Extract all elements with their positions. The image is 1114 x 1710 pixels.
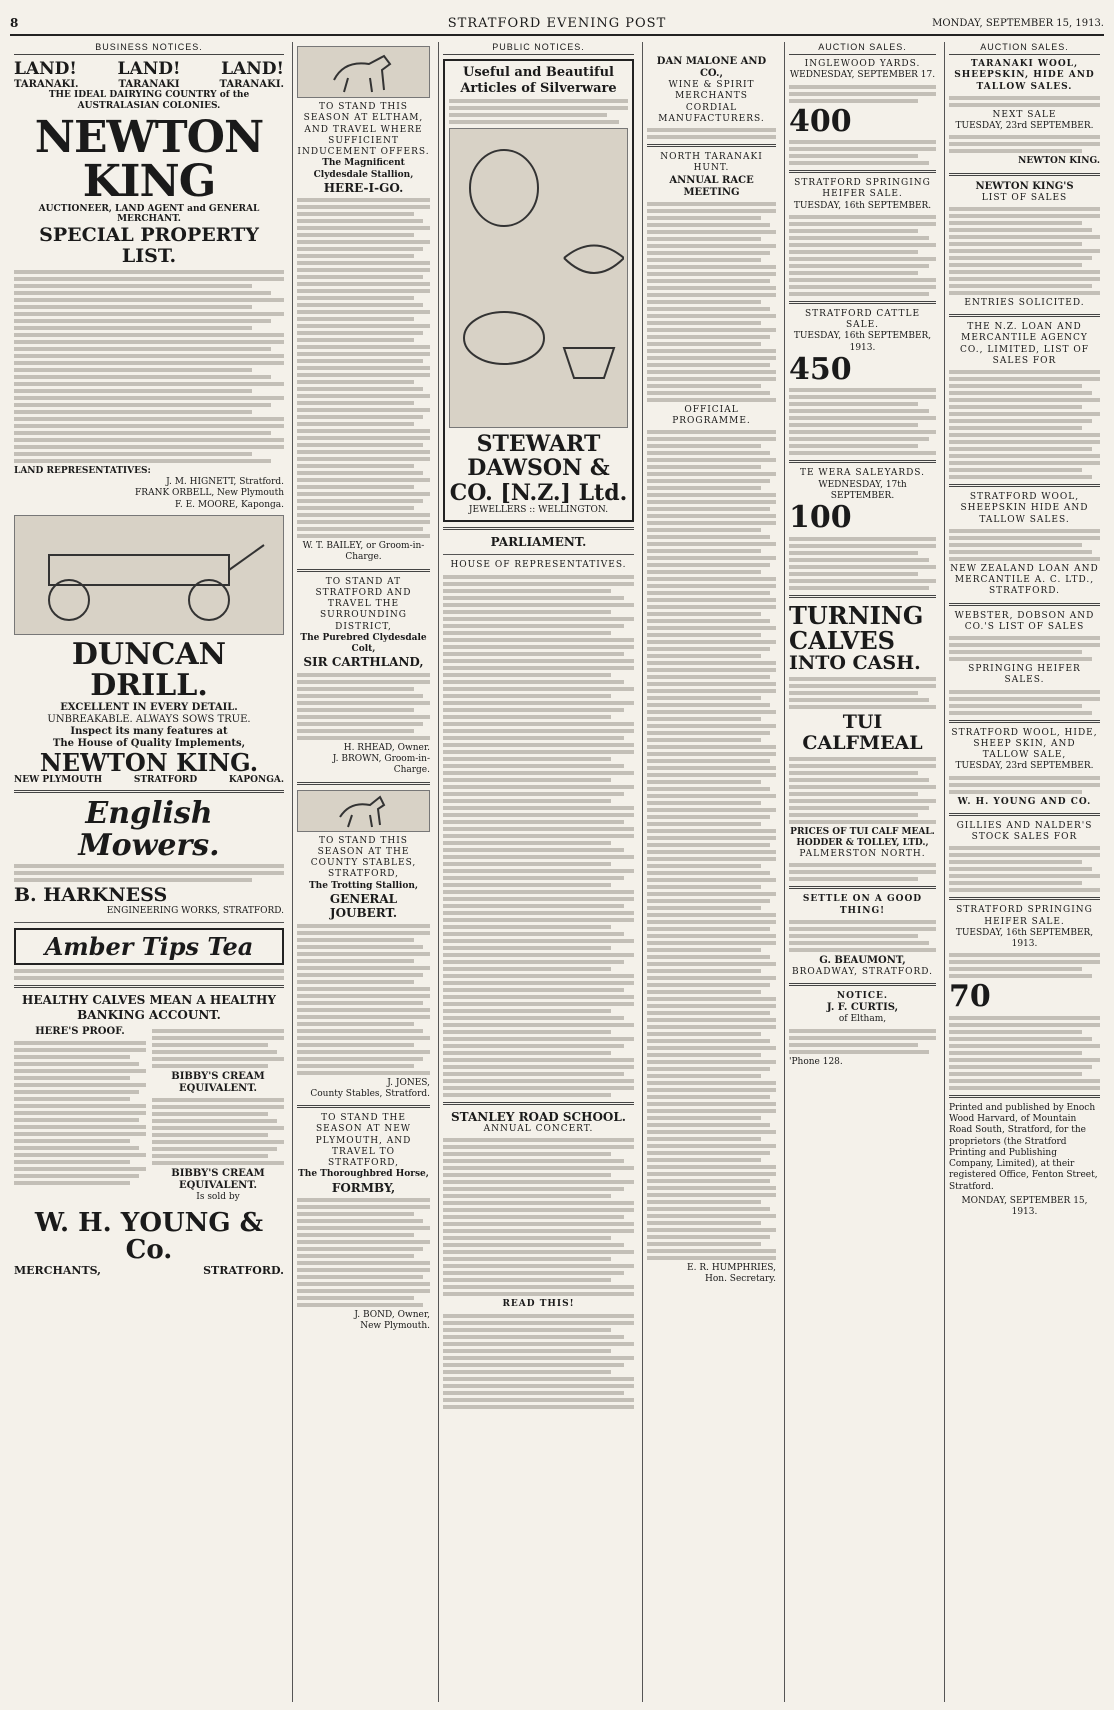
sire-name: HERE-I-GO.: [323, 180, 404, 195]
sale-date: TUESDAY, 16th SEPTEMBER, 1913.: [793, 331, 932, 353]
sale-heading: SPRINGING HEIFER SALES.: [968, 664, 1081, 686]
harkness-name: B. HARKNESS: [14, 884, 168, 907]
masthead: [10, 14, 1104, 36]
sire-body: [297, 924, 430, 1075]
cordial: CORDIAL MANUFACTURERS.: [658, 102, 765, 124]
sale-heading: STRATFORD CATTLE SALE.: [804, 308, 921, 330]
young-headline: W. H. YOUNG & Co.: [34, 1207, 264, 1265]
malone-name: DAN MALONE AND CO.,: [656, 56, 767, 79]
sale-date: TUESDAY, 23rd SEPTEMBER.: [955, 121, 1094, 131]
sale-date: TUESDAY, 16th SEPTEMBER.: [793, 200, 932, 211]
sire-sign: J. JONES,: [387, 1077, 430, 1088]
race-heading: ANNUAL RACE MEETING: [669, 174, 754, 198]
parliament-body: [443, 575, 634, 1097]
curtis: J. F. CURTIS,: [826, 1002, 899, 1014]
silverware-headline: Useful and Beautiful Articles of Silverware: [460, 65, 617, 96]
taranaki-word: TARANAKI: [118, 79, 180, 90]
nk-heading: NEWTON KING'S: [975, 180, 1074, 192]
sire-name: SIR CARTHLAND,: [303, 655, 424, 670]
drill-machine-icon: [29, 525, 269, 625]
masthead-date: MONDAY, SEPTEMBER 15, 1913.: [932, 18, 1104, 29]
drill-tagline: EXCELLENT IN EVERY DETAIL.: [60, 701, 238, 713]
drill-illustration: [14, 515, 284, 635]
nk-sign: NEWTON KING.: [1018, 156, 1100, 167]
horse-icon: [334, 793, 394, 829]
stanley-heading: STANLEY ROAD SCHOOL.: [451, 1109, 626, 1124]
page-number: 8: [10, 16, 19, 30]
sire-sign: J. BOND, Owner,: [354, 1309, 430, 1320]
imprint-date: MONDAY, SEPTEMBER 15, 1913.: [961, 1195, 1088, 1217]
sale-body: [949, 776, 1100, 794]
dawson-name: STEWART DAWSON & CO. [N.Z.] Ltd.: [449, 431, 628, 506]
taranaki-word: TARANAKI.: [14, 79, 79, 90]
hunt-sign: Hon. Secretary.: [705, 1274, 776, 1285]
lot-count: 450: [789, 351, 852, 387]
sale-body: [949, 370, 1100, 479]
turning-word: TURNING: [789, 600, 924, 630]
column-auction-sales: [784, 42, 940, 1702]
sale-body: [949, 953, 1100, 978]
house-heading: HOUSE OF REPRESENTATIVES.: [450, 560, 627, 571]
next-sale: NEXT SALE: [992, 109, 1057, 120]
land-word: LAND!: [117, 59, 181, 79]
taranaki-row: [14, 79, 284, 90]
bibby-column: [152, 1026, 284, 1203]
land-rep: J. M. HIGNETT, Stratford.: [166, 477, 284, 488]
duncan-drill-headline: DUNCAN DRILL.: [71, 636, 227, 704]
proof-column: [14, 1026, 146, 1203]
newspaper-title: STRATFORD EVENING POST: [447, 16, 667, 31]
calves-split: [14, 1026, 284, 1203]
sale-heading: GILLIES AND NALDER'S STOCK SALES FOR: [956, 820, 1093, 842]
drill-tagline: Inspect its many features at: [70, 725, 228, 737]
tui-calfmeal: TUI CALFMEAL: [802, 710, 923, 754]
young-sub: [14, 1264, 284, 1277]
sale-heading: STRATFORD WOOL, HIDE, SHEEP SKIN, AND TALLOW SALE,: [951, 727, 1098, 760]
sire-name: FORMBY,: [331, 1180, 396, 1195]
drill-tagline: The House of Quality Implements,: [52, 737, 246, 749]
lot-count: 100: [789, 500, 852, 535]
column-stallions: [292, 42, 434, 1702]
into-cash: INTO CASH.: [789, 651, 921, 674]
sire-sub: The Trotting Stallion,: [308, 880, 418, 891]
sale-body: [789, 85, 936, 103]
sale-body: [949, 135, 1100, 153]
young-sub-item: STRATFORD.: [203, 1264, 284, 1278]
harkness-sub: ENGINEERING WORKS, STRATFORD.: [106, 906, 284, 917]
sale-body: [949, 529, 1100, 561]
auctioneer-line: AUCTIONEER, LAND AGENT and GENERAL MERCHANT.: [38, 203, 260, 225]
land-word: LAND!: [14, 59, 77, 79]
silverware-body: [449, 99, 628, 124]
sale-body: [949, 636, 1100, 661]
broadway: BROADWAY, STRATFORD.: [791, 966, 934, 977]
town: STRATFORD: [133, 775, 198, 786]
column-header: AUCTION SALES.: [949, 42, 1100, 55]
newton-king-drill: NEWTON KING.: [39, 747, 259, 777]
sale-heading: INGLEWOOD YARDS.: [804, 59, 921, 69]
newton-king-headline: NEWTON KING: [34, 111, 264, 207]
town: NEW PLYMOUTH: [14, 775, 103, 786]
silverware-icon: [454, 138, 624, 418]
column-header: AUCTION SALES.: [789, 42, 936, 55]
sale-date: WEDNESDAY, 17th SEPTEMBER.: [818, 479, 907, 501]
beaumont: G. BEAUMONT,: [819, 954, 906, 966]
sale-date: WEDNESDAY, SEPTEMBER 17.: [789, 70, 936, 81]
notice-body: [789, 1029, 936, 1054]
sale-date: TUESDAY, 23rd SEPTEMBER.: [955, 761, 1094, 772]
hunt-sign: E. R. HUMPHRIES,: [687, 1263, 776, 1273]
lot-count: 70: [949, 979, 991, 1015]
sale-body: [949, 690, 1100, 715]
read-this: READ THIS!: [502, 1299, 575, 1310]
heres-proof: HERE'S PROOF.: [35, 1026, 125, 1038]
sale-body: [789, 140, 936, 165]
sire-body: [297, 673, 430, 740]
sire-sign: New Plymouth.: [360, 1321, 430, 1332]
notice-heading: NOTICE.: [836, 991, 889, 1002]
sire-name: GENERAL JOUBERT.: [329, 891, 398, 921]
sale-body: [949, 96, 1100, 107]
sire-intro: TO STAND THIS SEASON AT ELTHAM, AND TRAVEL WHERE SUFFICIENT INDUCEMENT OFFERS.: [297, 102, 430, 157]
sale-body: [949, 1016, 1100, 1090]
parliament-heading: PARLIAMENT.: [490, 535, 587, 549]
land-rep: F. E. MOORE, Kaponga.: [175, 499, 284, 510]
read-body: [443, 1314, 634, 1409]
taranaki-word: TARANAKI.: [219, 79, 284, 90]
phone: 'Phone 128.: [789, 1056, 843, 1067]
mowers-body: [14, 864, 284, 882]
sire-intro: TO STAND THIS SEASON AT THE COUNTY STABLES, STRATFORD,: [310, 835, 417, 880]
bibby-body: [152, 1098, 284, 1165]
calfmeal-body: [789, 863, 936, 881]
land-row: [14, 59, 284, 79]
column-auction-sales-2: [944, 42, 1104, 1702]
silverware-illustrations: [449, 128, 628, 428]
bibby-body: [152, 1029, 284, 1068]
calfmeal-body: [789, 757, 936, 824]
sale-heading: WEBSTER, DOBSON AND CO.'S LIST OF SALES: [954, 610, 1095, 632]
special-property-list: SPECIAL PROPERTY LIST.: [39, 224, 259, 268]
list-of-sales: LIST OF SALES: [981, 192, 1068, 203]
young-sign: W. H. YOUNG AND CO.: [957, 796, 1092, 807]
sale-date: TUESDAY, 16th SEPTEMBER, 1913.: [955, 927, 1094, 949]
entries-solicited: ENTRIES SOLICITED.: [964, 297, 1085, 308]
tea-body: [14, 969, 284, 980]
horse-icon: [324, 50, 404, 94]
sire-sign: H. RHEAD, Owner.: [343, 742, 430, 753]
sire-sub: The Thoroughbred Horse,: [298, 1169, 429, 1180]
towns-row: [14, 775, 284, 785]
sire-intro: TO STAND AT STRATFORD AND TRAVEL THE SURROUNDING DISTRICT,: [315, 576, 412, 632]
sale-body: [949, 846, 1100, 892]
healthy-calves-headline: HEALTHY CALVES MEAN A HEALTHY BANKING ACCOUNT.: [22, 993, 276, 1022]
sale-body: [789, 388, 936, 455]
proof-body: [14, 1041, 146, 1185]
sale-heading: TARANAKI WOOL, SHEEPSKIN, HIDE AND TALLOW SALES.: [954, 59, 1095, 92]
sire-sub: The Magnificent Clydesdale Stallion,: [313, 158, 414, 180]
tui-prices: PRICES OF TUI CALF MEAL.: [790, 826, 935, 837]
column-header: BUSINESS NOTICES.: [14, 42, 284, 55]
sire-sign: W. T. BAILEY, or Groom-in-Charge.: [302, 541, 425, 563]
eltham: of Eltham,: [838, 1014, 887, 1025]
sire-body: [297, 198, 430, 538]
sire-intro: TO STAND THE SEASON AT NEW PLYMOUTH, AND TRAVEL TO STRATFORD,: [315, 1113, 412, 1169]
town: KAPONGA.: [228, 775, 284, 786]
trotter-illustration: [297, 790, 430, 832]
sale-heading: NEW ZEALAND LOAN AND MERCANTILE A. C. LTD., STRATFORD.: [950, 563, 1099, 597]
property-listings: [14, 270, 284, 463]
english-mowers-headline: English Mowers.: [78, 796, 220, 863]
malone-body: [647, 128, 776, 139]
dawson-sub: JEWELLERS :: WELLINGTON.: [468, 504, 609, 515]
land-word: LAND!: [221, 59, 284, 79]
column-public-notices: [438, 42, 638, 1702]
column-header: PUBLIC NOTICES.: [443, 42, 634, 55]
calves-word: CALVES: [789, 625, 895, 655]
stallion-illustration: [297, 46, 430, 98]
programme-body: [647, 430, 776, 1260]
land-rep: FRANK ORBELL, New Plymouth: [135, 488, 284, 499]
sale-heading: STRATFORD SPRINGING HEIFER SALE.: [794, 178, 931, 200]
hodder: HODDER & TOLLEY, LTD.,: [796, 837, 929, 848]
sale-body: [789, 215, 936, 296]
sold-by: Is sold by: [196, 1192, 240, 1203]
silverware-ad: [443, 59, 634, 522]
programme-heading: OFFICIAL PROGRAMME.: [672, 404, 751, 426]
calfmeal-body: [789, 677, 936, 709]
column-hunt: [642, 42, 780, 1702]
sire-sign: J. BROWN, Groom-in-Charge.: [332, 754, 430, 776]
young-sub-item: MERCHANTS,: [14, 1264, 102, 1278]
sire-sign: County Stables, Stratford.: [310, 1088, 430, 1099]
amber-tips-tea: Amber Tips Tea: [14, 928, 284, 965]
concert-body: [443, 1138, 634, 1296]
bibby-name: BIBBY'S CREAM EQUIVALENT.: [171, 1071, 265, 1095]
drill-tagline: UNBREAKABLE. ALWAYS SOWS TRUE.: [47, 713, 251, 725]
bibby-name: BIBBY'S CREAM EQUIVALENT.: [171, 1168, 265, 1192]
palmerston: PALMERSTON NORTH.: [799, 849, 926, 860]
sale-heading: STRATFORD SPRINGING HEIFER SALE.: [956, 905, 1093, 927]
hunt-heading: NORTH TARANAKI HUNT.: [660, 152, 763, 174]
sire-sub: The Purebred Clydesdale Colt,: [300, 632, 427, 655]
sire-body: [297, 1198, 430, 1307]
hunt-body: [647, 202, 776, 402]
sale-body: [949, 207, 1100, 295]
malone-sub: WINE & SPIRIT MERCHANTS: [668, 80, 755, 102]
sale-body: [789, 537, 936, 590]
lot-count: 400: [789, 103, 852, 139]
column-business-notices: [10, 42, 288, 1702]
ideal-dairying: THE IDEAL DAIRYING COUNTRY of the AUSTRALASIAN COLONIES.: [48, 90, 250, 111]
sale-heading: TE WERA SALEYARDS.: [799, 468, 926, 479]
imprint: Printed and published by Enoch Wood Harvard, of Mountain Road South, Stratford, for the proprietors (the Stratford Printing and Publishing Company, Limited), at their registered Office, Fenton Street, Stratford.: [949, 1102, 1098, 1192]
land-reps-label: LAND REPRESENTATIVES:: [14, 465, 151, 476]
concert-heading: ANNUAL CONCERT.: [483, 1124, 594, 1135]
settle-heading: SETTLE ON A GOOD THING!: [802, 894, 923, 916]
sale-heading: STRATFORD WOOL, SHEEPSKIN HIDE AND TALLOW SALES.: [960, 492, 1089, 525]
sale-heading: THE N.Z. LOAN AND MERCANTILE AGENCY CO., LIMITED, LIST OF SALES FOR: [960, 322, 1089, 366]
settle-body: [789, 920, 936, 952]
